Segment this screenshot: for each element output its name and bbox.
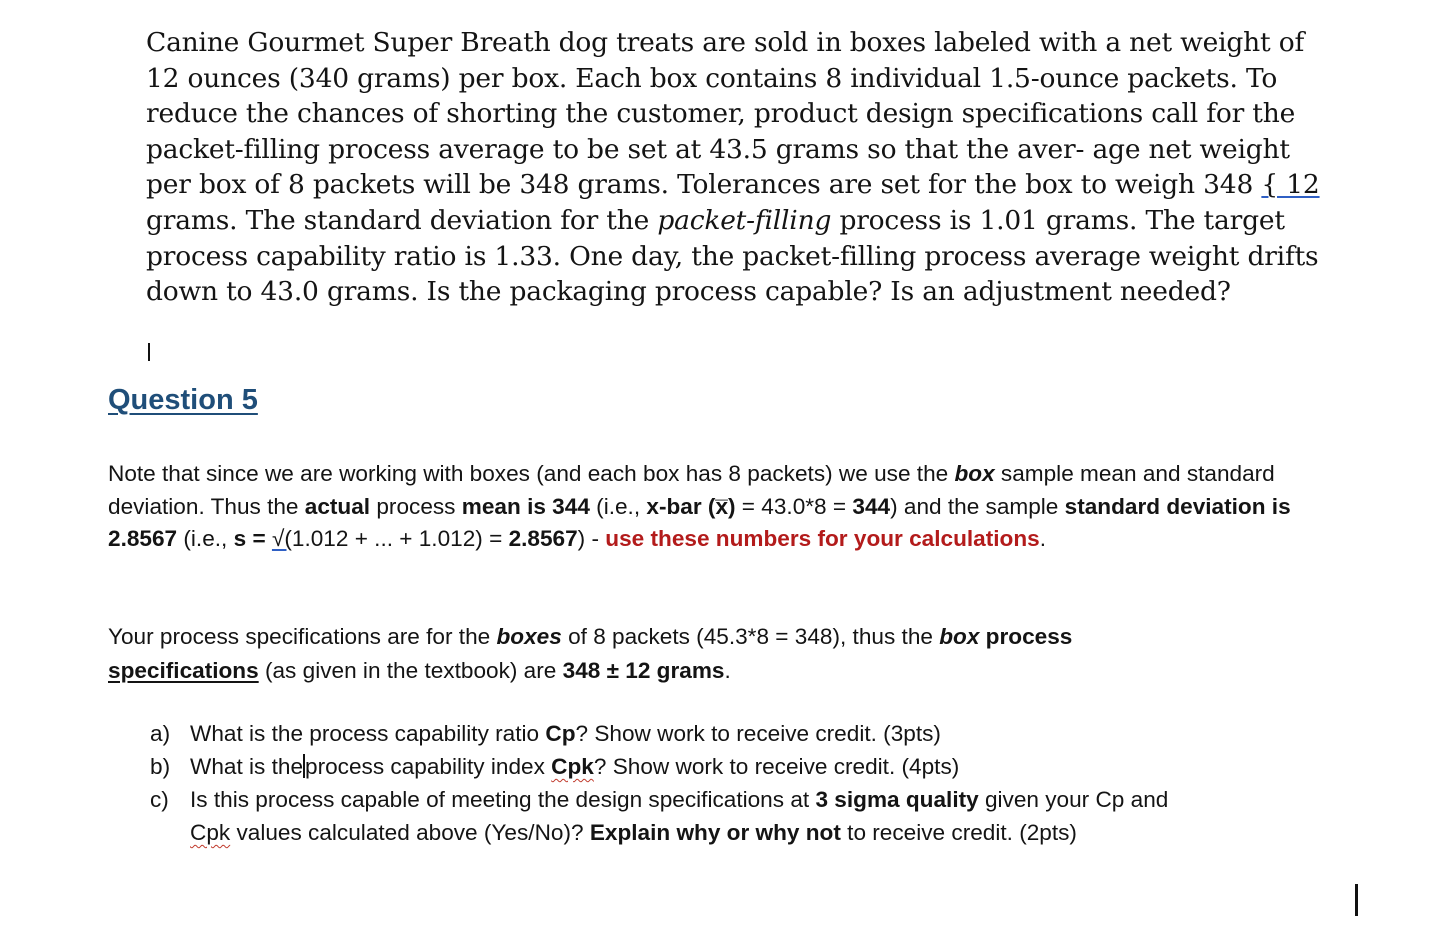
specs-emphasis: boxes [496,624,562,649]
note-bold: s = [233,526,272,551]
note-emphasis: box [954,461,995,486]
question-text [190,783,1330,849]
problem-emphasis: packet-filling [657,204,832,236]
question-span: values calculated above (Yes/No)? [230,820,590,845]
specs-text: Your process specifications are for the [108,624,497,649]
sqrt-symbol: √( [271,526,292,551]
specs-bold-underline: specifications [108,658,259,683]
problem-statement [146,25,1326,310]
process-specifications [108,620,1328,688]
note-text: sample mean and standard deviation. Thus the [108,461,1275,519]
note-text: . [1039,526,1046,551]
question-item-c [150,783,1330,849]
question-item-a [150,717,1330,750]
note-text: (i.e., [589,493,647,519]
specs-emphasis: box [939,624,980,649]
question-text [190,750,1330,783]
problem-text-1: Canine Gourmet Super Breath dog treats are sold in boxes labeled with a net weight of 12 ounces (340 grams) per box. Each box contains 8 individual 1.5-ounce packets. To reduce the chances of shorting the customer, product design specifications call for the packet-filling process average to be set at 43.5 grams so that the aver- age net weight per box of 8 packets will be 348 grams. Tolerances are set for the box to weigh 348 [146,27,1305,201]
question-span: process capability index [305,754,552,779]
question-bold: 3 sigma quality [815,787,979,812]
specs-text: . [724,658,731,683]
text-cursor [1355,884,1358,916]
specs-text: of 8 packets (45.3*8 = 348), thus the [561,624,940,649]
note-text: process [370,493,462,519]
question-item-b [150,750,1330,783]
question-list [150,717,1330,849]
note-bold: mean is 344 [461,493,590,519]
question-spellcheck: Cpk [190,820,231,845]
list-marker: b) [150,754,171,779]
note-bold: standard deviation is 2.8567 [108,493,1291,551]
question-bold: Cpk [551,754,594,779]
question-heading: Question 5 [108,384,258,416]
note-text: 1.012 + ... + 1.012) = [291,526,509,551]
note-text: ) - [577,526,606,551]
note-bold: 2.8567 [508,526,578,551]
note-text: (i.e., [177,526,234,551]
question-text [190,717,1330,750]
question-span: given your Cp and [978,787,1169,812]
question-bold: Explain why or why not [589,820,841,845]
list-marker: a) [150,721,171,746]
note-bold: 344 [852,493,891,519]
note-bold: x-bar (x̅) [646,493,736,519]
problem-text-3: process is 1.01 grams. The target process capability ratio is 1.33. One day, the packet-filling process average weight drifts down to 43.0 grams. Is the packaging process capable? Is an adjustment needed? [146,204,1319,308]
note-text: ) and the sample [890,493,1065,519]
note-text: = 43.0*8 = [735,493,853,519]
instructions-note [108,458,1328,556]
specs-tolerance: 348 ± 12 grams [562,658,725,683]
question-bold: Cp [545,721,576,746]
question-span: to receive credit. (2pts) [840,820,1077,845]
text-cursor [148,343,150,361]
specs-text: (as given in the textbook) are [258,658,563,683]
question-span: What is the [190,754,304,779]
note-text: Note that since we are working with boxes (and each box has 8 packets) we use the [108,461,955,486]
list-marker: c) [150,787,169,812]
problem-text-2: grams. The standard deviation for the [146,204,658,236]
question-span: Is this process capable of meeting the design specifications at [190,787,816,812]
question-span: What is the process capability ratio [190,721,546,746]
note-bold: actual [304,493,371,519]
tolerance-value: { 12 [1261,169,1320,201]
note-warning: use these numbers for your calculations [605,526,1040,551]
specs-bold: process [979,624,1073,649]
question-span: ? Show work to receive credit. (4pts) [593,754,960,779]
question-span: ? Show work to receive credit. (3pts) [575,721,941,746]
